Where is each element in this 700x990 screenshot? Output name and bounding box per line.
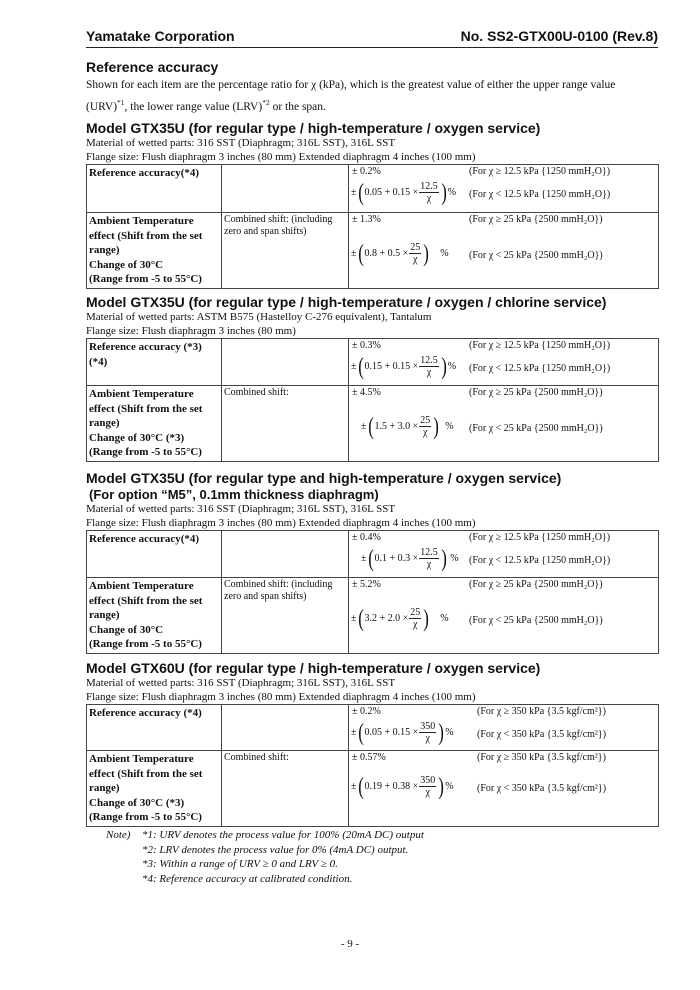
section-title: Model GTX35U (for regular type and high-temperature / oxygen service) (86, 470, 562, 486)
intro-line-2: (URV)$^{*1}$, the lower range value (LRV)$^{*2}$ or the span. (86, 98, 326, 113)
ambient-temperature-label: Ambient Temperature effect (Shift from the set range) Change of 30°C (*3) (Range from -5 to 55°C) (87, 751, 222, 827)
intro-paragraph (86, 77, 646, 116)
spec-table (86, 338, 659, 462)
ambient-temperature-label: Ambient Temperature effect (Shift from the set range) Change of 30°C (Range from -5 to 55°C) (87, 213, 222, 289)
flange-line: Flange size: Flush diaphragm 3 inches (80 mm) Extended diaphragm 4 inches (100 mm) (86, 150, 476, 163)
reference-accuracy-title: Reference accuracy (86, 59, 219, 75)
notes (106, 828, 424, 886)
flange-line: Flange size: Flush diaphragm 3 inches (80 mm) (86, 324, 296, 337)
material-line: Material of wetted parts: 316 SST (Diaphragm; 316L SST), 316L SST (86, 677, 396, 689)
notes-label: Note) (106, 829, 131, 841)
combined-shift-label: Combined shift: (222, 751, 349, 827)
material-line: Material of wetted parts: 316 SST (Diaphragm; 316L SST), 316L SST (86, 503, 396, 515)
note-2: *2: LRV denotes the process value for 0% (4mA DC) output. (142, 843, 409, 856)
material-line: Material of wetted parts: ASTM B575 (Hastelloy C-276 equivalent), Tantalum (86, 311, 432, 323)
material-line: Material of wetted parts: 316 SST (Diaphragm; 316L SST), 316L SST (86, 137, 396, 149)
section-gtx60u (86, 660, 660, 827)
ambient-temperature-values: ± 1.3% (For χ ≥ 25 kPa {2500 mmH₂O}) ± ( 0.8 + 0.5 × $\frac{25}{\chi}$ ) % (For χ < 25 kPa {2500 mmH₂O}) (349, 213, 659, 289)
document-number: No. SS2-GTX00U-0100 (Rev.8) (460, 28, 658, 44)
reference-accuracy-label: Reference accuracy(*4) (87, 531, 222, 578)
ambient-temperature-label: Ambient Temperature effect (Shift from the set range) Change of 30°C (Range from -5 to 55°C) (87, 578, 222, 654)
note-4: *4: Reference accuracy at calibrated condition. (142, 872, 353, 885)
company-name: Yamatake Corporation (86, 28, 235, 44)
reference-accuracy-values: ± 0.2% (For χ ≥ 350 kPa {3.5 kgf/cm²}) ± ( 0.05 + 0.15 × $\frac{350}{\chi}$ ) % (For χ < 350 kPa {3.5 kgf/cm²}) (349, 705, 659, 751)
combined-shift-label: Combined shift: (including zero and span shifts) (222, 213, 349, 289)
flange-line: Flange size: Flush diaphragm 3 inches (80 mm) Extended diaphragm 4 inches (100 mm) (86, 690, 476, 703)
section-title: Model GTX60U (for regular type / high-temperature / oxygen service) (86, 660, 541, 676)
reference-accuracy-label: Reference accuracy (*3)(*4) (87, 339, 222, 386)
spec-table (86, 530, 659, 654)
section-gtx35u-m5 (86, 470, 660, 654)
ambient-temperature-label: Ambient Temperature effect (Shift from the set range) Change of 30°C (*3) (Range from -5 to 55°C) (87, 386, 222, 462)
reference-accuracy-label: Reference accuracy (*4) (87, 705, 222, 751)
section-gtx35u-chlorine (86, 294, 660, 462)
combined-shift-label: Combined shift: (including zero and span shifts) (222, 578, 349, 654)
combined-shift-label: Combined shift: (222, 386, 349, 462)
spec-table (86, 704, 659, 827)
flange-line: Flange size: Flush diaphragm 3 inches (80 mm) Extended diaphragm 4 inches (100 mm) (86, 516, 476, 529)
reference-accuracy-label: Reference accuracy(*4) (87, 165, 222, 213)
reference-accuracy-values: ± 0.4% (For χ ≥ 12.5 kPa {1250 mmH₂O}) ± ( 0.1 + 0.3 × $\frac{12.5}{\chi}$ ) % (For χ < 12.5 kPa {1250 mmH₂O}) (349, 531, 659, 578)
page-number: - 9 - (340, 938, 360, 950)
ambient-temperature-values: ± 5.2% (For χ ≥ 25 kPa {2500 mmH₂O}) ± ( 3.2 + 2.0 × $\frac{25}{\chi}$ ) % (For χ < 25 kPa {2500 mmH₂O}) (349, 578, 659, 654)
ambient-temperature-values: ± 4.5% (For χ ≥ 25 kPa {2500 mmH₂O}) ± ( 1.5 + 3.0 × $\frac{25}{\chi}$ ) % (For χ < 25 kPa {2500 mmH₂O}) (349, 386, 659, 462)
section-subtitle: (For option “M5”, 0.1mm thickness diaphragm) (89, 487, 379, 502)
note-3: *3: Within a range of URV ≥ 0 and LRV ≥ 0. (142, 858, 338, 871)
reference-accuracy-values: ± 0.3% (For χ ≥ 12.5 kPa {1250 mmH₂O}) ± ( 0.15 + 0.15 × $\frac{12.5}{\chi}$ ) % (For χ < 12.5 kPa {1250 mmH₂O}) (349, 339, 659, 386)
section-gtx35u-regular (86, 120, 660, 289)
section-title: Model GTX35U (for regular type / high-temperature / oxygen service) (86, 120, 541, 136)
note-1: *1: URV denotes the process value for 100% (20mA DC) output (142, 829, 424, 841)
section-title: Model GTX35U (for regular type / high-temperature / oxygen / chlorine service) (86, 294, 607, 310)
page-header (86, 27, 658, 48)
intro-line-1: Shown for each item are the percentage ratio for χ (kPa), which is the greatest value of either the upper range value (86, 79, 616, 91)
ambient-temperature-values: ± 0.57% (For χ ≥ 350 kPa {3.5 kgf/cm²}) ± ( 0.19 + 0.38 × $\frac{350}{\chi}$ ) % (For χ < 350 kPa {3.5 kgf/cm²}) (349, 751, 659, 827)
spec-table (86, 164, 659, 289)
reference-accuracy-values: ± 0.2% (For χ ≥ 12.5 kPa {1250 mmH₂O}) ± ( 0.05 + 0.15 × $\frac{12.5}{\chi}$ ) % (For χ < 12.5 kPa {1250 mmH₂O}) (349, 165, 659, 213)
